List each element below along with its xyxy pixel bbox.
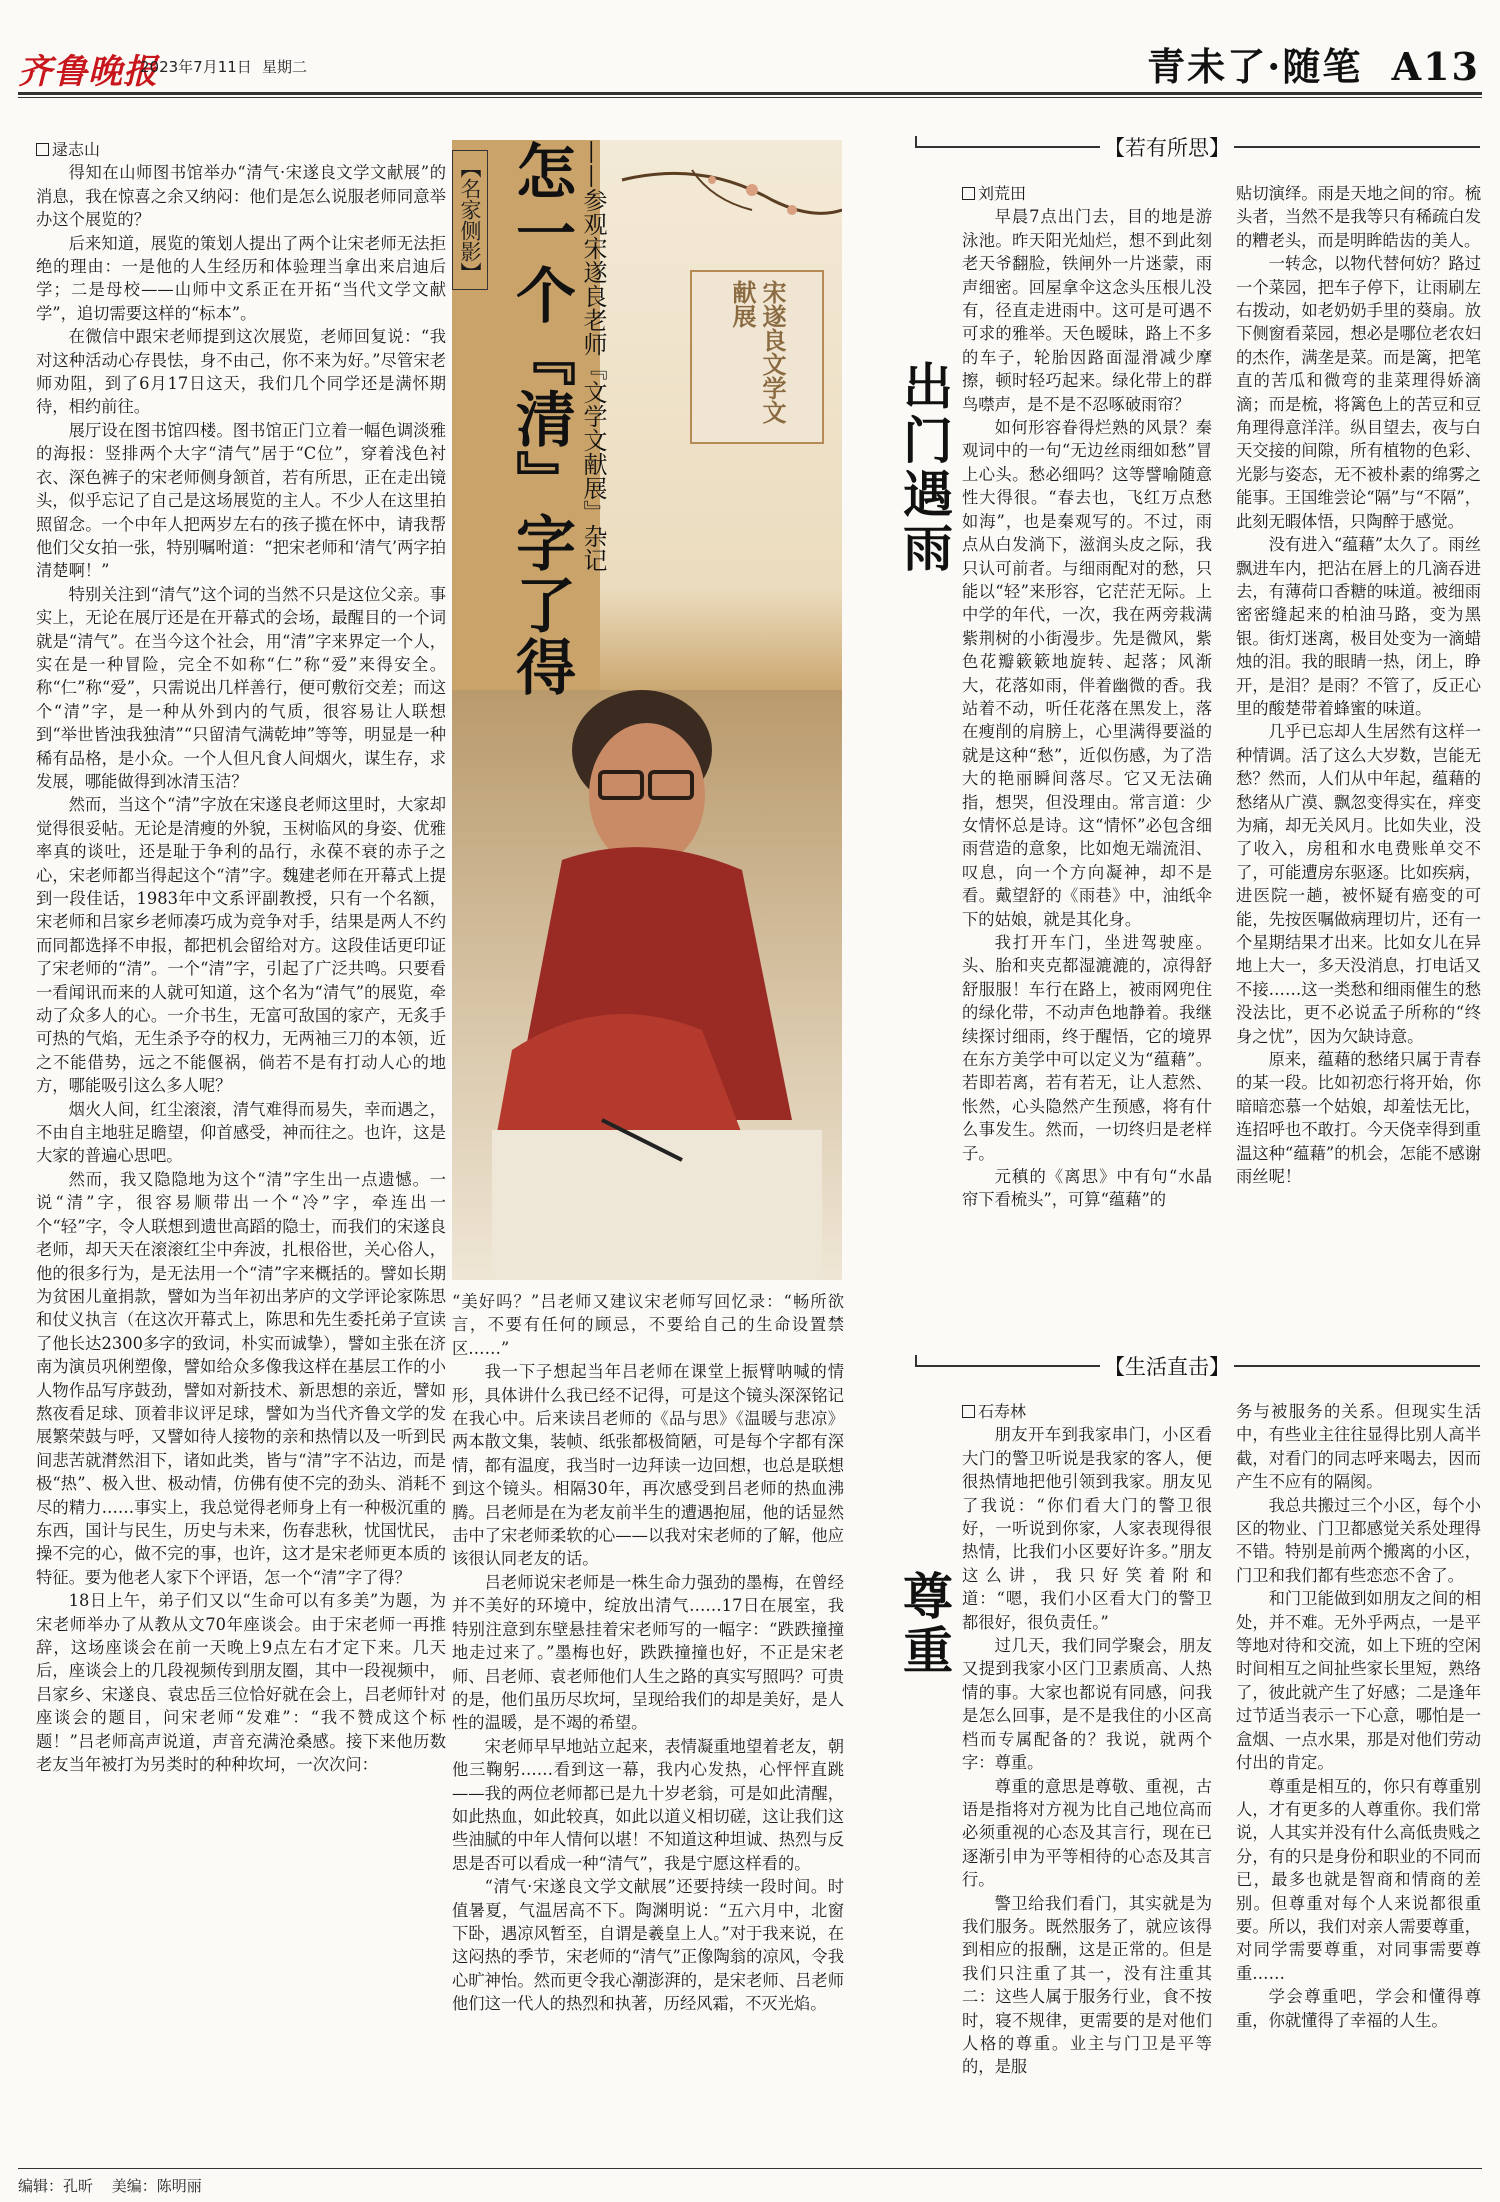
section-label: 【生活直击】	[1100, 1351, 1234, 1381]
paragraph: 宋老师早早地站立起来，表情凝重地望着老友，朝他三鞠躬……看到这一幕，我内心发热，心怦怦直跳——我的两位老师都已是九十岁老翁，可是如此清醒，如此热血，如此较真，如此以道义相切磋，这让我们这些油腻的中年人情何以堪！不知道这种坦诚、热烈与反思是否可以看成一种“清气”，我是宁愿这样看的。	[452, 1736, 844, 1873]
paragraph: 我总共搬过三个小区，每个小区的物业、门卫都感觉关系处理得不错。特别是前两个搬离的小区，门卫和我们都有些恋恋不舍了。	[1236, 1495, 1481, 1585]
issue-weekday: 星期二	[262, 58, 308, 76]
portrait-illustration	[452, 690, 842, 1280]
section-rule-tick	[915, 136, 917, 148]
section-label: 【若有所思】	[1100, 132, 1234, 162]
article1-column-1	[36, 138, 446, 2163]
article3-column-1	[962, 1400, 1212, 2163]
article2-title: 出门遇雨	[895, 360, 954, 576]
paragraph: 后来知道，展览的策划人提出了两个让宋老师无法拒绝的理由：一是他的人生经历和体验理当拿出来启迪后学；二是母校——山师中文系正在开拓“当代文学文献学”，追切需要这样的“标本”。	[36, 233, 446, 323]
paragraph: 过几天，我们同学聚会，朋友又提到我家小区门卫素质高、人热情的事。大家也都说有同感，问我是怎么回事，是不是我住的小区高档而专属配备的？我说，就两个字：尊重。	[962, 1636, 1212, 1773]
paragraph: 尊重的意思是尊敬、重视，古语是指将对方视为比自己地位高而必须重视的心态及其言行，现在已逐渐引申为平等相待的心态及其言行。	[962, 1776, 1212, 1890]
paragraph: 元稹的《离思》中有句“水晶帘下看梳头”，可算“蕴藉”的	[962, 1167, 1212, 1210]
article-subtitle: ——参观宋遂良老师『文学文献展』杂记	[579, 140, 607, 572]
article2-author: 刘荒田	[962, 182, 1212, 205]
header-rule-thin	[18, 97, 1482, 98]
paragraph: 警卫给我们看门，其实就是为我们服务。既然服务了，就应该得到相应的报酬，这是正常的。但是我们只注重了其一，没有注重其二：这些人属于服务行业，食不按时，寝不规律，更需要的是对他们人格的尊重。业主与门卫是平等的，是服	[962, 1893, 1212, 2077]
footer-rule	[18, 2168, 1482, 2169]
article3-title: 尊重	[895, 1570, 954, 1678]
paragraph: 得知在山师图书馆举办“清气·宋遂良文学文献展”的消息，我在惊喜之余又纳闷：他们是怎么说服老师同意举办这个展览的？	[36, 163, 446, 230]
paragraph: 18日上午，弟子们又以“生命可以有多美”为题，为宋老师举办了从教从文70年座谈会。由于宋老师一再推辞，这场座谈会在前一天晚上9点左右才定下来。几天后，座谈会上的几段视频传到朋友圈，其中一段视频中，吕家乡、宋遂良、袁忠岳三位恰好就在会上，吕老师针对座谈会的题目，问宋老师“发难”：“我不赞成这个标题！”吕老师高声说道，声音充满沧桑感。接下来他历数老友当年被打为另类时的种种坎坷，一次次问：	[36, 1591, 446, 1775]
paragraph: “清气·宋遂良文学文献展”还要持续一段时间。时值暑夏，气温居高不下。陶渊明说：“五六月中，北窗下卧，遇凉风暂至，自谓是羲皇上人。”对于我来说，在这闷热的季节，宋老师的“清气”正像陶翁的凉风，令我心旷神怡。然而更令我心潮澎湃的，是宋老师、吕老师他们这一代人的热烈和执著，历经风霜，不灭光焰。	[452, 1877, 844, 2014]
paragraph: 烟火人间，红尘滚滚，清气难得而易失，幸而遇之，不由自主地驻足瞻望，仰首感受，神而往之。也许，这是大家的普遍心思吧。	[36, 1099, 446, 1166]
article1-column-2	[452, 1290, 844, 2163]
portrait-photo	[452, 690, 842, 1280]
column-kicker: 【名家侧影】	[452, 150, 488, 290]
section-name: 青未了·随笔	[1147, 44, 1363, 89]
paragraph: 我打开车门，坐进驾驶座。头、胎和夹克都湿漉漉的，凉得舒舒服服！车行在路上，被雨网兜住的绿化带，不动声色地静着。我继续探讨细雨，终于醒悟，它的境界在东方美学中可以定义为“蕴藉”。若即若离，若有若无，让人惹然、怅然，心头隐然产生预感，将有什么事发生。然而，一切终归是老样子。	[962, 933, 1212, 1163]
paragraph: “美好吗？”吕老师又建议宋老师写回忆录：“畅所欲言，不要有任何的顾忌，不要给自己的生命设置禁区……”	[452, 1292, 844, 1358]
page-number: A13	[1391, 44, 1480, 89]
paragraph: 吕老师说宋老师是一株生命力强劲的墨梅，在曾经并不美好的环境中，绽放出清气……17日在展室，我特别注意到东壁悬挂着宋老师写的一幅字：“跌跌撞撞地走过来了。”墨梅也好，跌跌撞撞也好，不正是宋老师、吕老师、袁老师他们人生之路的真实写照吗？可贵的是，他们虽历尽坎坷，呈现给我们的却是美好，是人性的温暖，是不竭的希望。	[452, 1572, 844, 1733]
section-header	[1147, 36, 1480, 91]
article-title: 怎一个『清』字了得	[506, 140, 576, 698]
paragraph: 然而，我又隐隐地为这个“清”字生出一点遗憾。一说“清”字，很容易顺带出一个“冷”字，牵连出一个“轻”字，令人联想到遗世高蹈的隐士，而我们的宋遂良老师，却天天在滚滚红尘中奔波，扎根俗世，关心俗人，他的很多行为，是无法用一个“清”字来概括的。譬如长期为贫困儿童捐款，譬如为当年初出茅庐的文学评论家陈思和仗义执言（在这次开幕式上，陈思和先生委托弟子宣读了他长达2300多字的致词，朴实而诚挚），譬如主张在济南为演员巩俐塑像，譬如给众多像我这样在基层工作的小人物作品写序鼓劲，譬如对新技术、新思想的亲近，譬如熬夜看足球、顶着非议评足球，譬如为当代齐鲁文学的发展繁荣鼓与呼，又譬如待人接物的亲和热情以及一听到民间悲苦就潸然泪下，诸如此类，皆与“清”字不沾边，而是极“热”、极入世、极动情，仿佛有使不完的劲头、消耗不尽的精力……事实上，我总觉得老师身上有一种极沉重的东西，国计与民生，历史与未来，伤春悲秋，忧国忧民，操不完的心，做不完的事，也许，这才是宋老师更本质的特征。要为他老人家下个评语，怎一个“清”字了得？	[36, 1169, 446, 1587]
article3-author: 石寿林	[962, 1400, 1212, 1423]
paragraph: 原来，蕴藉的愁绪只属于青春的某一段。比如初恋行将开始，你暗暗恋慕一个姑娘，却羞怯无比，连招呼也不敢打。今天侥幸得到重温这种“蕴藉”的机会，怎能不感谢雨丝呢！	[1236, 1050, 1481, 1187]
paragraph: 几乎已忘却人生居然有这样一种情调。活了这么大岁数，岂能无愁？然而，人们从中年起，蕴藉的愁绪从广漠、飘忽变得实在，痒变为痛，却无关风月。比如失业，没了收入，房租和水电费账单交不了，可能遭房东驱逐。比如疾病，进医院一趟，被怀疑有癌变的可能，先按医嘱做病理切片，还有一个星期结果才出来。比如女儿在异地上大一，多天没消息，打电话又不接……这一类愁和细雨催生的愁没法比，更不必说孟子所称的“终身之忧”，因为欠缺诗意。	[1236, 722, 1481, 1046]
paragraph: 尊重是相互的，你只有尊重别人，才有更多的人尊重你。我们常说，人其实并没有什么高低贵贱之分，有的只是身份和职业的不同而已，最多也就是智商和情商的差别。但尊重对每个人来说都很重要。所以，我们对亲人需要尊重，对同学需要尊重，对同事需要尊重……	[1236, 1776, 1481, 1983]
article3-column-2	[1236, 1400, 1481, 2163]
paragraph: 和门卫能做到如朋友之间的相处，并不难。无外乎两点，一是平等地对待和交流，如上下班的空闲时间相互之间扯些家长里短，熟络了，彼此就产生了好感；二是逢年过节适当表示一下心意，哪怕是一盒烟、一点水果，那是对他们劳动付出的肯定。	[1236, 1589, 1481, 1773]
paragraph: 展厅设在图书馆四楼。图书馆正门立着一幅色调淡雅的海报：竖排两个大字“清气”居于“C位”，穿着浅色衬衣、深色裤子的宋老师侧身颔首，若有所思，正在走出镜头，似乎忘记了自己是这场展览的主人。不少人在这里拍照留念。一个中年人把两岁左右的孩子揽在怀中，请我帮他们父女拍一张，特别嘱咐道：“把宋老师和‘清气’两字拍清楚啊！”	[36, 420, 446, 581]
paragraph: 贴切演绎。雨是天地之间的帘。梳头者，当然不是我等只有稀疏白发的糟老头，而是明眸皓齿的美人。	[1236, 184, 1481, 250]
paragraph: 如何形容眷得烂熟的风景？秦观词中的一句“无边丝雨细如愁”冒上心头。愁必细吗？这等譬喻随意性大得很。“春去也，飞红万点愁如海”，也是秦观写的。不过，雨点从白发淌下，滋润头皮之际，我只认可前者。与细雨配对的愁，只能以“轻”来形容，它茫茫无际。上中学的年代，一次，我在两旁栽满紫荆树的小街漫步。先是微风，紫色花瓣簌簌地旋转、起落；风渐大，花落如雨，伴着幽微的香。我站着不动，听任花落在黑发上，落在瘦削的肩膀上，心里满得要溢的就是这种“愁”，近似伤感，为了浩大的艳丽瞬间落尽。它又无法确指，想哭，但没理由。常言道：少女情怀总是诗。这“情怀”必包含细雨营造的意象，比如炮无端流泪、叹息，向一个方向凝神，却不是看。戴望舒的《雨巷》中，油纸伞下的姑娘，就是其化身。	[962, 418, 1212, 929]
desk-papers	[492, 1130, 822, 1280]
paragraph: 务与被服务的关系。但现实生活中，有些业主往往显得比别人高半截，对看门的同志呼来喝去，因而产生不应有的隔阂。	[1236, 1402, 1481, 1492]
paragraph: 学会尊重吧，学会和懂得尊重，你就懂得了幸福的人生。	[1236, 1987, 1481, 2030]
paragraph: 特别关注到“清气”这个词的当然不只是这位父亲。事实上，无论在展厅还是在开幕式的会场，最醒目的一个词就是“清气”。在当今这个社会，用“清”字来界定一个人，实在是一种冒险，完全不如称“仁”称“爱”来得安全。称“仁”称“爱”，只需说出几样善行，便可敷衍交差；而这个“清”字，是一种从外到内的气质，很容易让人联想到“举世皆浊我独清”“只留清气满乾坤”等等，明显是一种稀有品格，是小众。一个人但凡食人间烟火，谋生存，求发展，哪能做得到冰清玉洁？	[36, 584, 446, 791]
face-shape	[589, 723, 705, 867]
paragraph: 我一下子想起当年吕老师在课堂上振臂呐喊的情形，具体讲什么我已经不记得，可是这个镜头深深铭记在我心中。后来读吕老师的《品与思》《温暖与悲凉》两本散文集，装帧、纸张都极简陋，可是每个字都有深情，都有温度，我当时一边拜读一边回想，也总是联想到这个镜头。相隔30年，再次感受到吕老师的热血沸腾。吕老师是在为老友前半生的遭遇抱屈，他的话显然击中了宋老师柔软的心——以我对宋老师的了解，他应该很认同老友的话。	[452, 1362, 844, 1569]
paragraph: 朋友开车到我家串门，小区看大门的警卫听说是我家的客人，便很热情地把他引领到我家。朋友见了我说：“你们看大门的警卫很好，一听说到你家，人家表现得很热情，比我们小区要好许多。”朋友这么讲，我只好笑着附和道：“嗯，我们小区看大门的警卫都很好，很负责任。”	[962, 1425, 1212, 1632]
issue-date: 2023年7月11日	[140, 58, 252, 76]
editor-credit: 编辑：孔昕	[18, 2177, 94, 2195]
newspaper-masthead: 齐鲁晚报	[18, 52, 158, 92]
header-rule	[18, 92, 1482, 95]
book-label: 宋遂良文学文献展	[728, 280, 787, 424]
paragraph: 没有进入“蕴藉”太久了。雨丝飘进车内，把沾在唇上的几滴吞进去，有薄荷口香糖的味道。被细雨密密缝起来的柏油马路，变为黑银。街灯迷离，极目处变为一滴蜡烛的泪。我的眼睛一热，闭上，睁开，是泪？是雨？不管了，反正心里的酸楚带着蜂蜜的味道。	[1236, 535, 1481, 718]
paragraph: 然而，当这个“清”字放在宋遂良老师这里时，大家却觉得很妥帖。无论是清瘦的外貌，玉树临风的身姿、优雅率真的谈吐，还是耻于争利的品行，永葆不衰的赤子之心，宋老师都当得起这个“清”字。魏建老师在开幕式上提到一段佳话，1983年中文系评副教授，只有一个名额，宋老师和吕家乡老师凑巧成为竞争对手，结果是两人不约而同都选择不申报，都把机会留给对方。这段佳话更印证了宋老师的“清”。一个“清”字，引起了广泛共鸣。只要看一看闻讯而来的人就可知道，这个名为“清气”的展览，牵动了众多人的心。一介书生，无富可敌国的家产，无炙手可热的气焰，无生杀予夺的权力，无两袖三刀的本领，近之不能借势，远之不能偃祸，倘若不是有打动人心的地方，哪能吸引这么多人呢？	[36, 795, 446, 1096]
paragraph: 在微信中跟宋老师提到这次展览，老师回复说：“我对这种活动心存畏怯，身不由己，你不来为好。”尽管宋老师劝阻，到了6月17日这天，我们几个同学还是满怀期待，相约前往。	[36, 327, 446, 417]
exhibition-book-graphic	[690, 270, 824, 444]
designer-credit: 美编：陈明丽	[111, 2177, 202, 2195]
article2-column-2	[1236, 182, 1481, 1297]
paragraph: 一转念，以物代替何妨？路过一个菜园，把车子停下，让雨刷左右拨动，如老奶奶手里的葵扇。放下侧窗看菜园，想必是哪位老农妇的杰作，满垄是菜。而是篱，把笔直的苦瓜和微弯的韭菜理得娇滴滴；而是梳，将篱色上的苦豆和豆角理得意洋洋。纵目望去，夜与白天交接的间隙，所有植物的色彩、光影与姿态，无不被朴素的绵雾之能事。王国维尝论“隔”与“不隔”，此刻无暇体悟，只陶醉于感觉。	[1236, 254, 1481, 531]
section-rule-tick	[915, 1355, 917, 1367]
article2-column-1	[962, 182, 1212, 1297]
footer-credits	[18, 2175, 216, 2196]
article1-author: 逯志山	[36, 138, 446, 161]
paragraph: 早晨7点出门去，目的地是游泳池。昨天阳光灿烂，想不到此刻老天爷翻脸，铁闸外一片迷蒙，雨声细密。回屋拿伞这念头压根儿没有，径直走进雨中。这可是可遇不可求的雅举。天色暧昧，路上不多的车子，轮胎因路面湿滑减少摩擦，顿时轻巧起来。绿化带上的群鸟噤声，是不是不忍啄破雨帘？	[962, 207, 1212, 414]
